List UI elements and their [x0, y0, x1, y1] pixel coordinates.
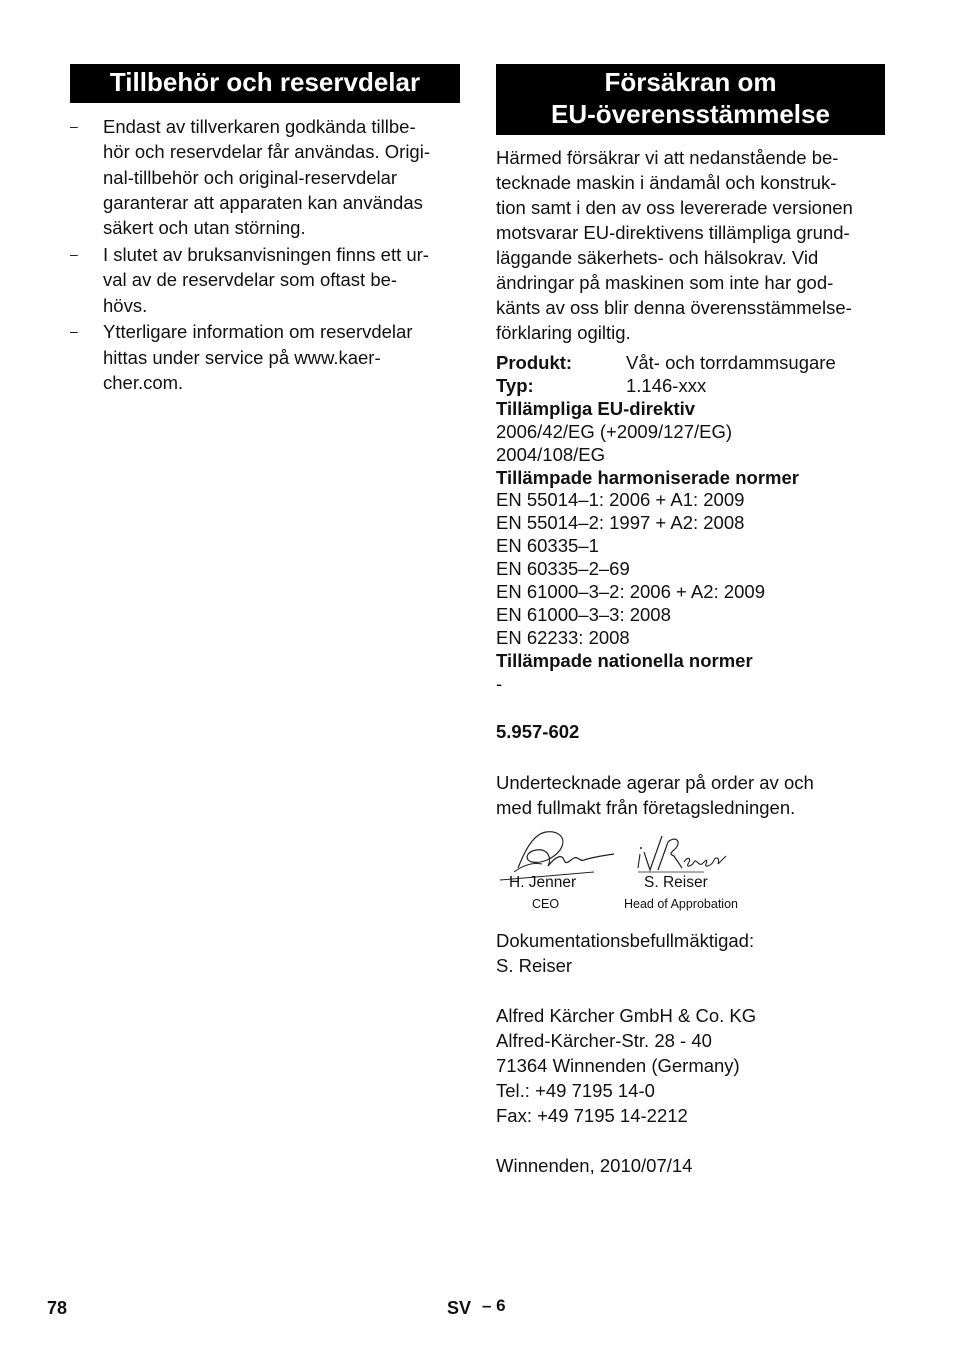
standard-item: EN 61000–3–2: 2006 + A2: 2009 — [496, 581, 765, 603]
list-item-line: Ytterligare information om reservdelar — [103, 321, 413, 343]
declaration-heading — [496, 64, 885, 135]
reiser-signature — [634, 832, 730, 877]
dash-bullet: – — [70, 245, 78, 262]
list-item-line: garanterar att apparaten kan användas — [103, 191, 423, 213]
intro-line: läggande säkerhets- och hälsokrav. Vid — [496, 247, 819, 268]
type-label: Typ: — [496, 374, 534, 396]
standard-item: EN 60335–1 — [496, 535, 599, 557]
declaration-heading-line1: Försäkran om — [604, 67, 777, 97]
signatory-statement — [496, 770, 885, 820]
standard-item: EN 62233: 2008 — [496, 626, 630, 648]
type-row — [496, 375, 885, 398]
accessories-heading — [70, 64, 460, 103]
document-number: 5.957-602 — [496, 720, 580, 742]
national-heading: Tillämpade nationella normer — [496, 649, 753, 671]
statement-line: med fullmakt från företagsledningen. — [496, 796, 796, 818]
directive-item: 2006/42/EG (+2009/127/EG) — [496, 420, 733, 442]
dash-bullet: – — [70, 323, 78, 340]
signatory1-title: CEO — [532, 896, 560, 911]
directives-heading: Tillämpliga EU-direktiv — [496, 397, 696, 419]
product-row — [496, 352, 885, 375]
directive-item: 2004/108/EG — [496, 443, 606, 465]
list-item-line: hövs. — [103, 294, 148, 316]
standard-item: EN 55014–2: 1997 + A2: 2008 — [496, 512, 745, 534]
list-item — [70, 114, 460, 240]
page-number: 78 — [47, 1298, 68, 1318]
standard-item: EN 55014–1: 2006 + A1: 2009 — [496, 489, 745, 511]
standard-item: EN 60335–2–69 — [496, 558, 630, 580]
intro-line: tecknade maskin i ändamål och konstruk- — [496, 172, 837, 193]
address-line: 71364 Winnenden (Germany) — [496, 1054, 740, 1076]
list-item-line: nal-tillbehör och original-reservdelar — [103, 166, 398, 188]
product-specs — [496, 352, 885, 696]
list-item-line: cher.com. — [103, 371, 184, 393]
list-item-line: säkert och utan störning. — [103, 217, 306, 239]
type-value: 1.146-xxx — [626, 374, 707, 396]
documentation-responsible — [496, 928, 885, 978]
product-value: Våt- och torrdammsugare — [626, 352, 836, 373]
list-item — [70, 319, 460, 395]
declaration-intro — [496, 145, 885, 345]
intro-line: förklaring ogiltig. — [496, 322, 631, 343]
address-line: Alfred-Kärcher-Str. 28 - 40 — [496, 1029, 712, 1051]
intro-line: motsvarar EU-direktivens tillämpliga grund- — [496, 222, 850, 243]
signatory1-name: H. Jenner — [509, 873, 577, 891]
documentation-line: S. Reiser — [496, 954, 573, 976]
intro-line: ändringar på maskinen som inte har god- — [496, 272, 834, 293]
list-item-line: Endast av tillverkaren godkända tillbe- — [103, 116, 416, 137]
product-label: Produkt: — [496, 352, 573, 373]
harmonised-heading: Tillämpade harmoniserade normer — [496, 466, 799, 488]
list-item-line: hittas under service på www.kaer- — [103, 346, 381, 368]
language-code: SV — [447, 1298, 472, 1318]
accessories-section — [70, 64, 460, 397]
signatory2-title: Head of Approbation — [624, 896, 738, 911]
address-line: Alfred Kärcher GmbH & Co. KG — [496, 1004, 757, 1026]
standard-item: EN 61000–3–3: 2008 — [496, 603, 671, 625]
declaration-section — [496, 64, 885, 1178]
place-date-text: Winnenden, 2010/07/14 — [496, 1154, 693, 1176]
signatures — [496, 828, 885, 918]
intro-line: tion samt i den av oss levererade versionen — [496, 197, 853, 218]
address-line: Fax: +49 7195 14-2212 — [496, 1104, 688, 1126]
declaration-heading-line2: EU-överensstämmelse — [551, 99, 830, 129]
list-item-line: val av de reservdelar som oftast be- — [103, 269, 398, 291]
national-value: - — [496, 672, 503, 694]
list-item-line: I slutet av bruksanvisningen finns ett ur- — [103, 243, 429, 265]
signatory2-name: S. Reiser — [644, 873, 708, 891]
intro-line: Härmed försäkrar vi att nedanstående be- — [496, 147, 839, 168]
documentation-line: Dokumentationsbefullmäktigad: — [496, 929, 755, 951]
dash-bullet: – — [70, 118, 78, 134]
address-line: Tel.: +49 7195 14-0 — [496, 1079, 655, 1101]
place-date — [496, 1153, 885, 1178]
accessories-heading-text: Tillbehör och reservdelar — [109, 67, 421, 97]
accessories-list — [70, 114, 460, 395]
statement-line: Undertecknade agerar på order av och — [496, 771, 814, 793]
company-address — [496, 1003, 885, 1128]
list-item-line: hör och reservdelar får användas. Origi- — [103, 141, 430, 163]
section-page-number: – 6 — [482, 1296, 506, 1315]
list-item — [70, 242, 460, 318]
intro-line: känts av oss blir denna överensstämmelse- — [496, 297, 852, 318]
